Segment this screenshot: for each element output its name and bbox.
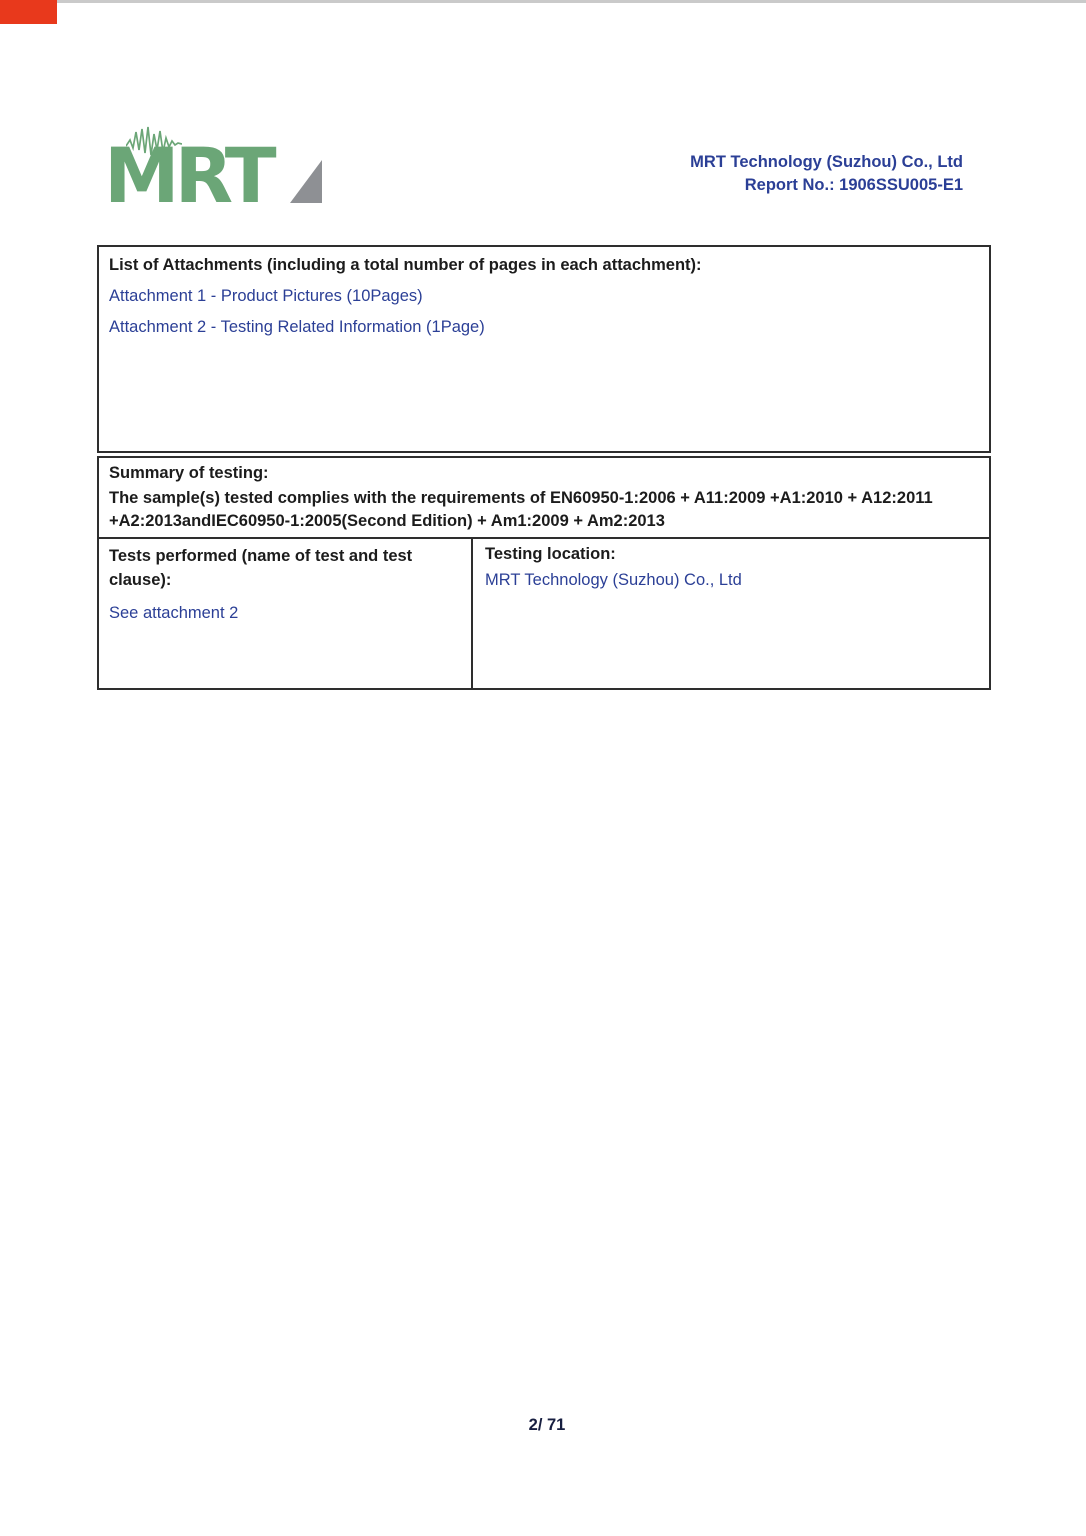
report-header <box>690 151 963 197</box>
summary-table <box>97 456 991 690</box>
testing-location-cell <box>473 539 989 688</box>
tests-performed-label: Tests performed (name of test and test clause): <box>109 547 413 589</box>
tests-performed-cell <box>99 539 473 688</box>
mrt-logo <box>104 124 342 220</box>
page-number: 2/ 71 <box>528 1416 566 1434</box>
report-number: Report No.: 1906SSU005-E1 <box>744 176 963 194</box>
testing-location-value: MRT Technology (Suzhou) Co., Ltd <box>485 571 742 589</box>
company-name: MRT Technology (Suzhou) Co., Ltd <box>690 153 963 171</box>
logo-triangle-icon <box>290 160 322 203</box>
logo-text: MRT <box>104 131 272 220</box>
waveform-icon <box>126 126 182 156</box>
attachments-table <box>97 245 991 453</box>
attachment-item: Attachment 2 - Testing Related Information (1Page) <box>109 318 485 336</box>
tests-row <box>99 539 989 688</box>
summary-row <box>99 458 989 539</box>
summary-label: Summary of testing: <box>109 464 269 482</box>
red-marker <box>0 0 57 24</box>
top-edge-line <box>0 0 1086 3</box>
summary-text: The sample(s) tested complies with the requirements of EN60950-1:2006 + A11:2009 +A1:2010 + A12:2011 +A2:2013andIEC60950-1:2005(Second Edition) + Am1:2009 + Am2:2013 <box>109 489 933 530</box>
attachment-item: Attachment 1 - Product Pictures (10Pages) <box>109 287 423 305</box>
tests-performed-value: See attachment 2 <box>109 604 239 622</box>
testing-location-label: Testing location: <box>485 545 616 563</box>
attachments-title: List of Attachments (including a total number of pages in each attachment): <box>109 256 702 274</box>
